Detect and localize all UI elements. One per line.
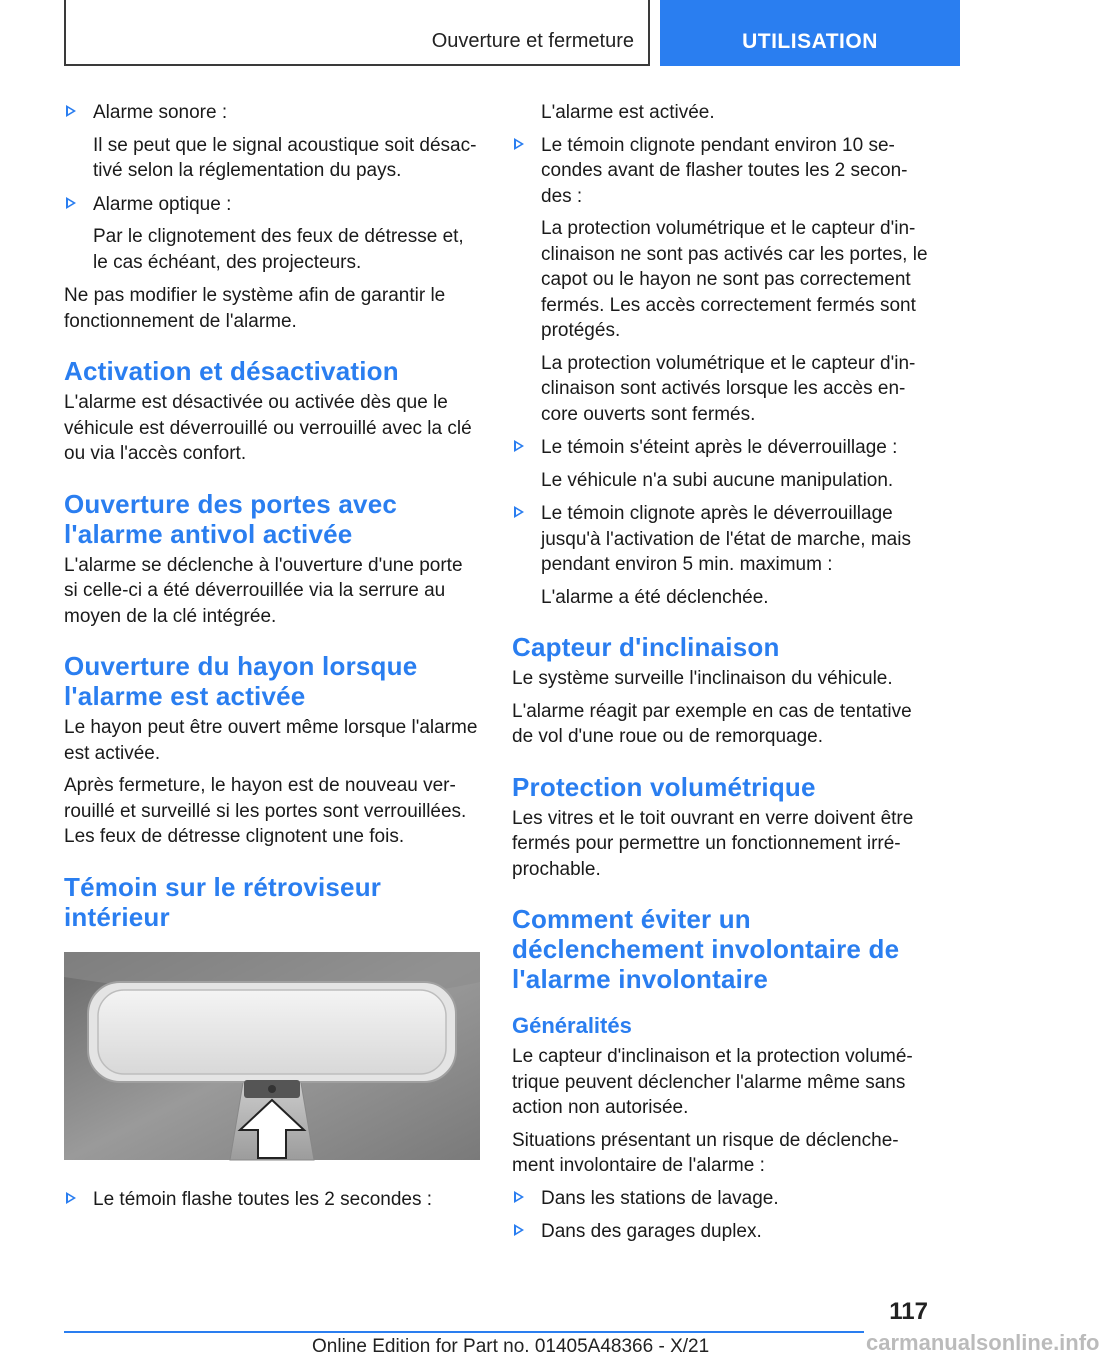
- section-tab: UTILISATION: [660, 0, 960, 66]
- footer-edition: Online Edition for Part no. 01405A48366 - X/21: [312, 1336, 710, 1357]
- bullet-item: [512, 435, 928, 493]
- bullet-item: [512, 501, 928, 610]
- bullet-label: Dans des garages duplex.: [541, 1221, 762, 1242]
- heading-capteur: Capteur d'inclinaison: [512, 632, 780, 662]
- bullet-text: L'alarme a été déclenchée.: [541, 586, 769, 608]
- paragraph: Ne pas modifier le système afin de garantir le fonctionnement de l'alarme.: [64, 285, 446, 332]
- bullet-triangle-icon: [66, 197, 76, 209]
- heading-generalites: Généralités: [512, 1013, 632, 1038]
- paragraph: Le hayon peut être ouvert même lorsque l'alarme est activée.: [64, 717, 478, 764]
- bullet-label: Le témoin clignote après le déverrouillage jusqu'à l'activation de l'état de marche, mais pendant environ 5 min. maximum :: [541, 503, 911, 575]
- heading-protection: Protection volumétrique: [512, 771, 816, 802]
- bullet-label: Le témoin clignote pendant environ 10 se-condes avant de flasher toutes les 2 secon-des :: [541, 134, 908, 207]
- paragraph: Le capteur d'inclinaison et la protection volumé-trique peuvent déclencher l'alarme même sans action non autorisée.: [512, 1046, 913, 1118]
- footer-rule: [64, 1331, 864, 1333]
- bullet-text: Il se peut que le signal acoustique soit désac-tivé selon la réglementation du pays.: [93, 134, 477, 181]
- bullet-item: [512, 1186, 928, 1212]
- bullet-label: Le témoin s'éteint après le déverrouillage :: [541, 437, 898, 458]
- chapter-title: Ouverture et fermeture: [431, 30, 634, 52]
- bullet-triangle-icon: [66, 1192, 76, 1204]
- bullet-text: La protection volumétrique et le capteur d'in-clinaison sont activés lorsque les accès en-core ouverts sont fermés.: [541, 352, 916, 425]
- page-number: 117: [889, 1298, 928, 1325]
- bullet-continuation: L'alarme est activée.: [541, 102, 715, 123]
- left-column: [64, 100, 480, 1220]
- heading-eviter: Comment éviter un déclenchement involontaire de l'alarme involontaire: [512, 904, 900, 994]
- indicator-led: [268, 1085, 276, 1093]
- paragraph: L'alarme se déclenche à l'ouverture d'une porte si celle-ci a été déverrouillée via la serrure au moyen de la clé intégrée.: [64, 554, 463, 627]
- bullet-label: Dans les stations de lavage.: [541, 1187, 779, 1209]
- heading-activation: Activation et désactivation: [64, 356, 399, 386]
- bullet-triangle-icon: [514, 1191, 524, 1203]
- paragraph: Les vitres et le toit ouvrant en verre doivent être fermés pour permettre un fonctionnement irré-prochable.: [512, 807, 914, 880]
- watermark: carmanualsonline.info: [866, 1330, 1100, 1355]
- paragraph: Situations présentant un risque de déclenche-ment involontaire de l'alarme :: [512, 1129, 899, 1176]
- bullet-text: Le véhicule n'a subi aucune manipulation.: [541, 469, 894, 491]
- bullet-triangle-icon: [66, 105, 76, 117]
- bullet-item: [512, 133, 928, 428]
- bullet-label: Alarme sonore :: [93, 102, 228, 123]
- bullet-item: [64, 192, 480, 276]
- paragraph: L'alarme réagit par exemple en cas de tentative de vol d'une roue ou de remorquage.: [512, 700, 912, 747]
- heading-portes: Ouverture des portes avec l'alarme antivol activée: [64, 488, 398, 549]
- mirror-glass: [98, 990, 446, 1074]
- bullet-item: [64, 100, 480, 184]
- paragraph: Le système surveille l'inclinaison du véhicule.: [512, 668, 893, 689]
- bullet-label: Le témoin flashe toutes les 2 secondes :: [93, 1188, 433, 1210]
- bullet-triangle-icon: [514, 506, 524, 518]
- bullet-triangle-icon: [514, 138, 524, 150]
- bullet-item: [512, 1219, 928, 1245]
- rearview-mirror-figure: [64, 952, 480, 1160]
- bullet-text: Par le clignotement des feux de détresse et, le cas échéant, des projecteurs.: [93, 226, 464, 273]
- right-column: [512, 100, 928, 1253]
- heading-hayon: Ouverture du hayon lorsque l'alarme est activée: [64, 651, 418, 711]
- bullet-triangle-icon: [514, 440, 524, 452]
- bullet-label: Alarme optique :: [93, 193, 232, 215]
- heading-temoin: Témoin sur le rétroviseur intérieur: [64, 871, 382, 932]
- paragraph: L'alarme est désactivée ou activée dès que le véhicule est déverrouillé ou verrouillé avec la clé ou via l'accès confort.: [64, 392, 472, 464]
- bullet-item: [64, 1187, 480, 1213]
- header-chapter-box: [64, 0, 650, 66]
- bullet-triangle-icon: [514, 1224, 524, 1236]
- bullet-text: La protection volumétrique et le capteur d'in-clinaison ne sont pas activés car les portes, le capot ou le hayon ne sont pas correctement fermés. Les accès correctement fermés sont protégés.: [541, 218, 928, 341]
- paragraph: Après fermeture, le hayon est de nouveau ver-rouillé et surveillé si les portes sont verrouillées. Les feux de détresse clignotent une fois.: [64, 775, 467, 847]
